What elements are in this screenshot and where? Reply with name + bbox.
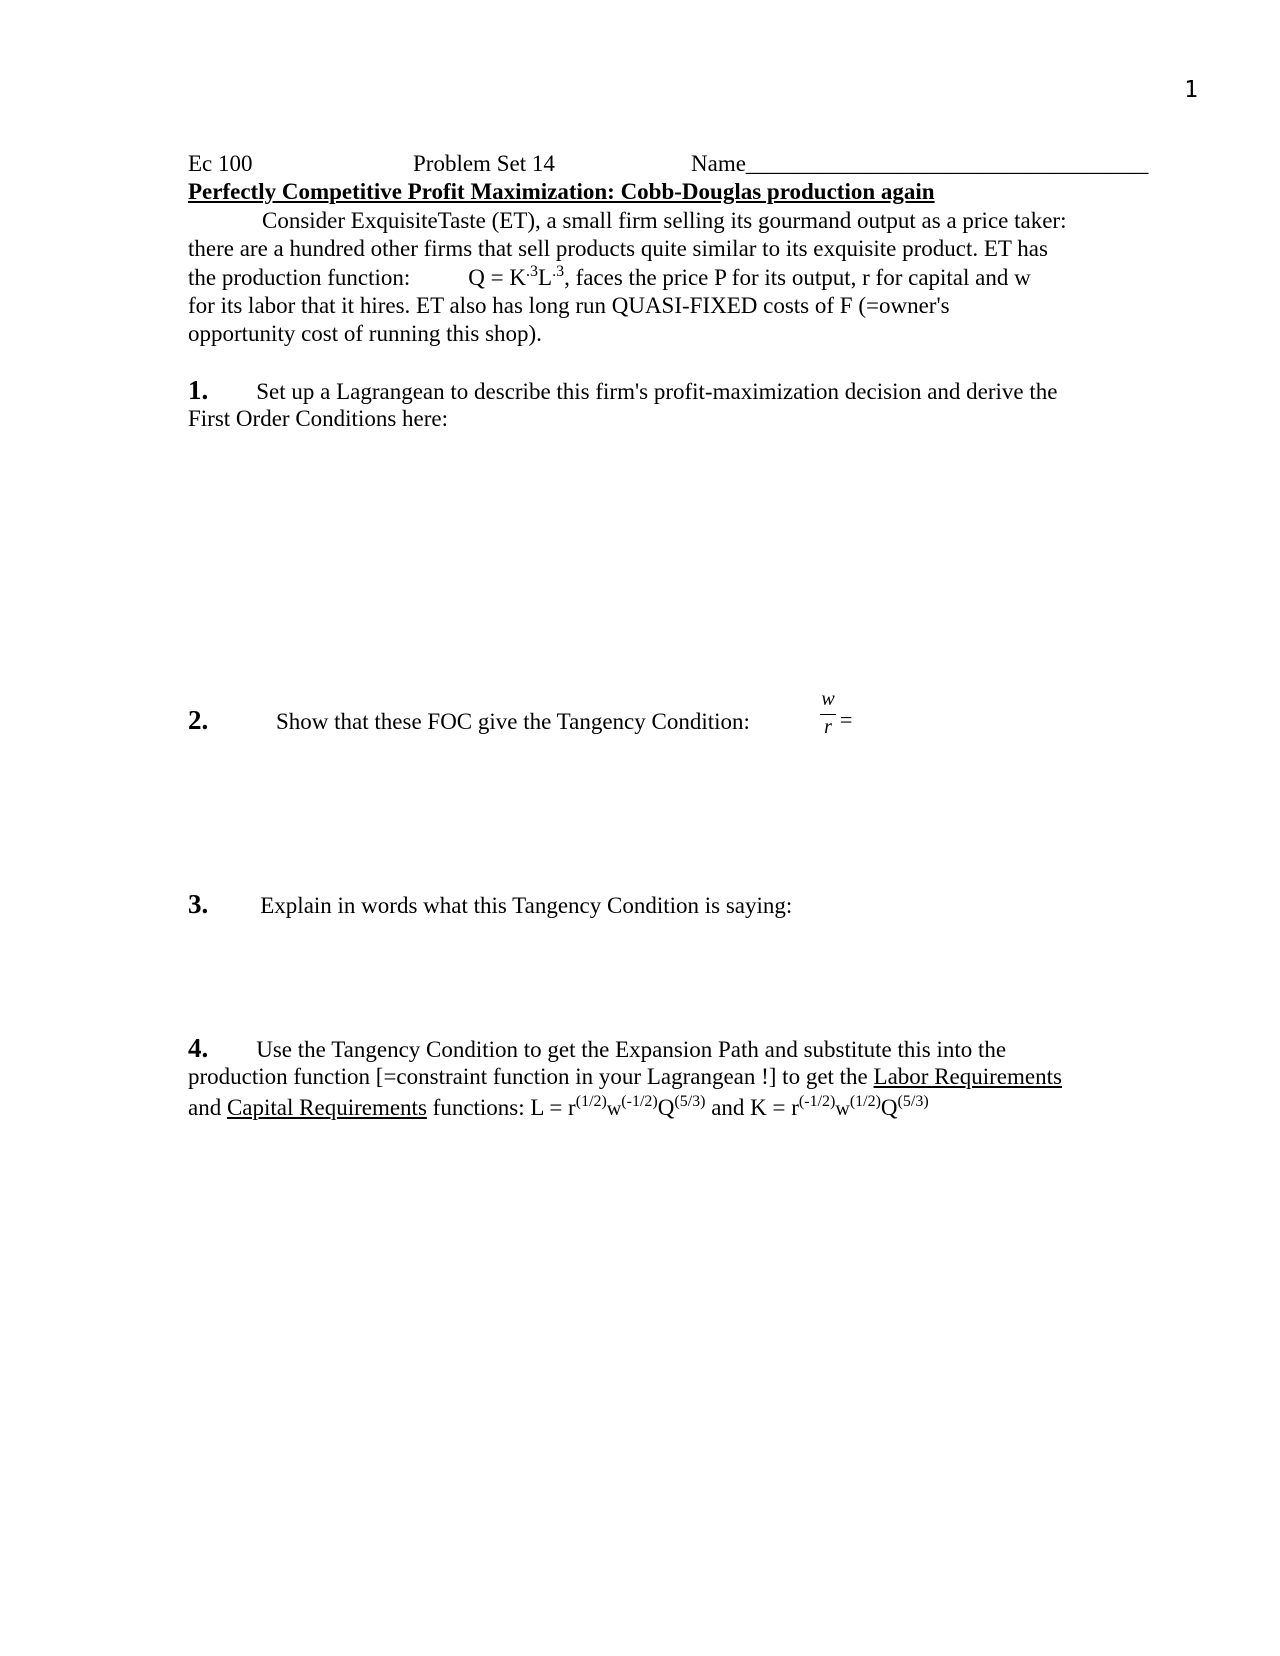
question-4 bbox=[188, 1034, 1006, 1064]
question-number: 1. bbox=[188, 375, 209, 405]
page-number: 1 bbox=[1184, 77, 1198, 103]
question-text: Set up a Lagrangean to describe this firm's profit-maximization decision and derive the bbox=[256, 379, 1058, 404]
question-number: 3. bbox=[188, 889, 209, 919]
question-4-line-3: and Capital Requirements functions: $L = r^{(1/2)}w^{(-1/2)}Q^{(5/3)}$ and $K = r^{(-1/2)}w^{(1/2)}Q^{(5/3)}$ bbox=[188, 1093, 929, 1120]
exponent: .3 bbox=[526, 263, 538, 280]
intro-line-3 bbox=[188, 264, 1031, 295]
question-1 bbox=[188, 376, 1057, 406]
intro-text: , faces the price P for its output, r for capital and w bbox=[564, 265, 1031, 290]
question-3 bbox=[188, 890, 792, 920]
question-2-text: Show that these FOC give the Tangency Condition: bbox=[276, 709, 750, 734]
intro-line-1: Consider ExquisiteTaste (ET), a small firm selling its gourmand output as a price taker: bbox=[262, 208, 1067, 233]
question-text: Use the Tangency Condition to get the Expansion Path and substitute this into the bbox=[256, 1037, 1007, 1062]
production-function: $Q = K^{.3}L^{.3}$ bbox=[468, 263, 565, 290]
question-number: 4. bbox=[188, 1033, 209, 1063]
intro-line-2: there are a hundred other firms that sell products quite similar to its exquisite product. ET has bbox=[188, 236, 1048, 261]
question-2 bbox=[188, 706, 208, 736]
exponent: .3 bbox=[552, 263, 565, 280]
question-4-line-2: production function [=constraint function in your Lagrangean !] to get the Labor Requirements bbox=[188, 1064, 1062, 1089]
question-number: 2. bbox=[188, 705, 209, 735]
labor-requirements-term: Labor Requirements bbox=[873, 1064, 1062, 1089]
intro-text: the production function: bbox=[188, 265, 411, 290]
intro-line-5: opportunity cost of running this shop). bbox=[188, 321, 542, 346]
fraction-numerator: w bbox=[821, 688, 835, 710]
fraction-bar bbox=[820, 714, 836, 715]
question-text: Explain in words what this Tangency Condition is saying: bbox=[260, 893, 793, 918]
capital-requirements-term: Capital Requirements bbox=[226, 1095, 427, 1120]
fraction-denominator: r bbox=[824, 716, 832, 738]
intro-line-4: for its labor that it hires. ET also has long run QUASI-FIXED costs of F (=owner's bbox=[188, 293, 950, 318]
course-label: Ec 100 bbox=[188, 151, 253, 176]
name-field: Name___________________________________ bbox=[691, 151, 1149, 176]
equals-sign: = bbox=[840, 707, 853, 732]
problem-set-label: Problem Set 14 bbox=[413, 151, 555, 176]
document-title: Perfectly Competitive Profit Maximization: Cobb-Douglas production again bbox=[188, 179, 935, 204]
question-1-line-2: First Order Conditions here: bbox=[188, 406, 448, 431]
